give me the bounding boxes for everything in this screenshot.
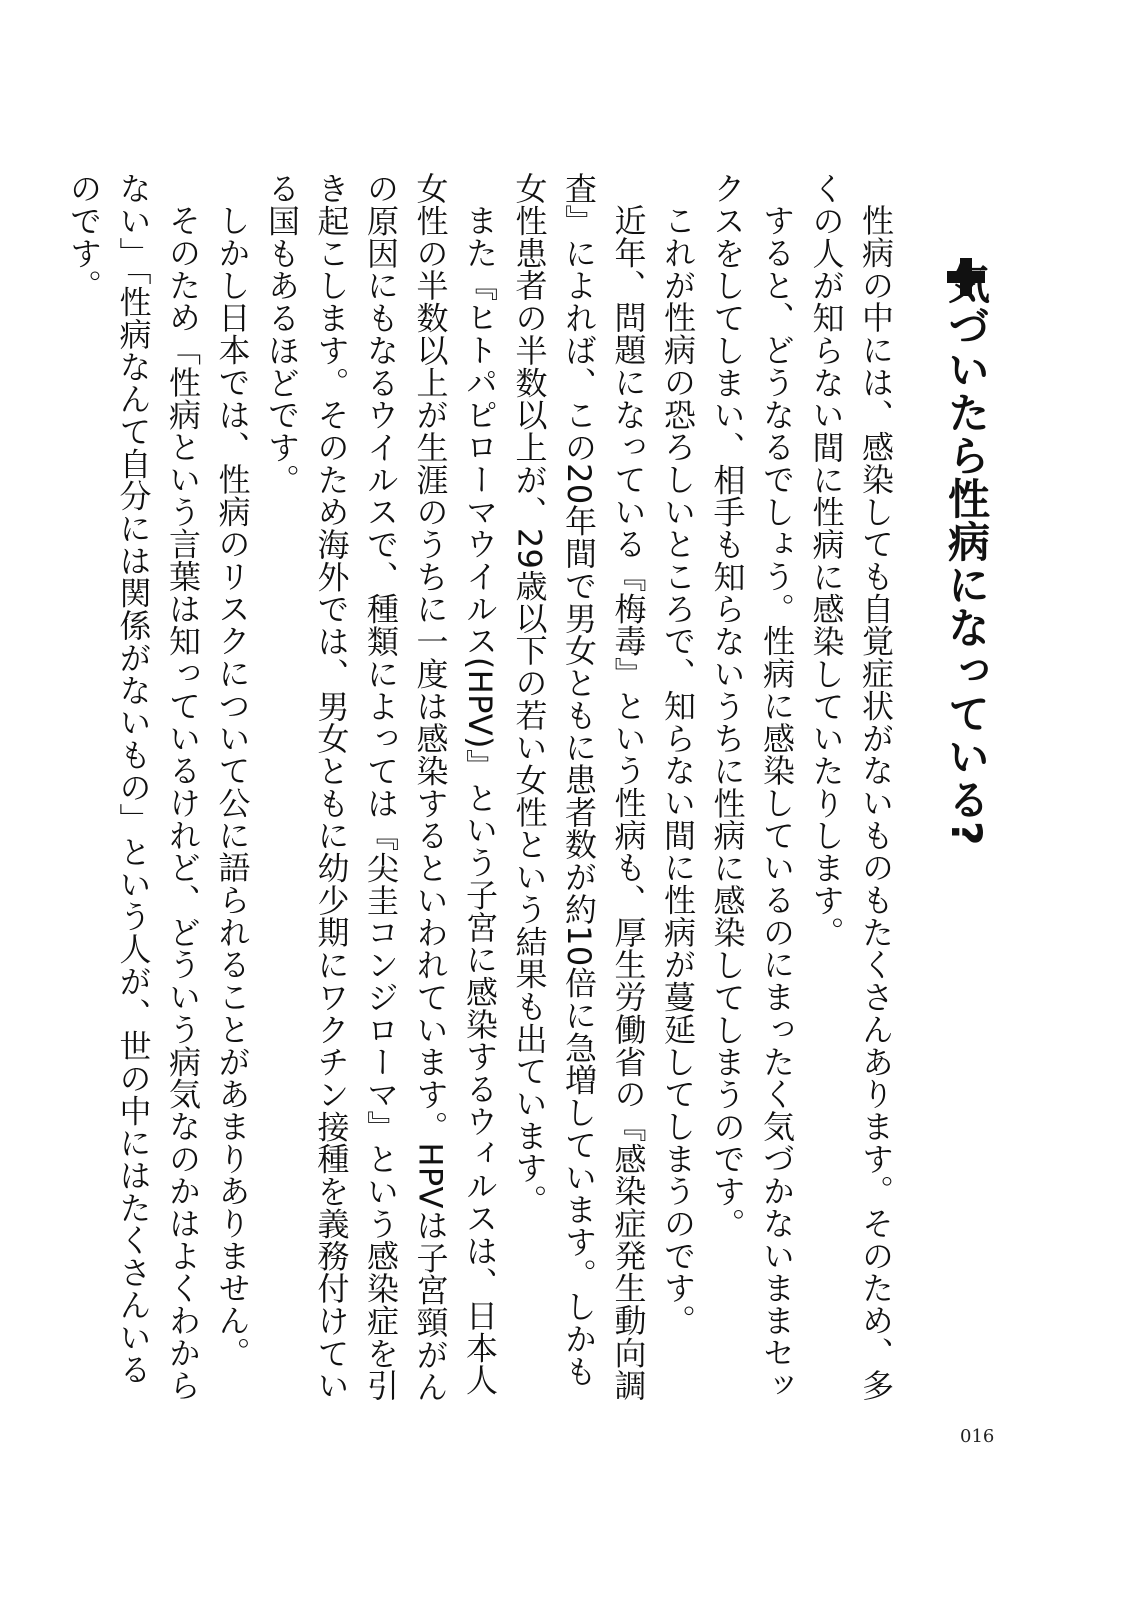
paragraph: 近年、問題になっている『梅毒』という性病も、厚生労働省の『感染症発生動向調査』によれば、この20年間で男女ともに患者数が約10倍に急増しています。しかも女性患者の半数以上が、29歳以下の若い女性という結果も出ています。	[510, 172, 648, 1401]
paragraph: しかし日本では、性病のリスクについて公に語られることがあまりありません。	[213, 204, 252, 1369]
paragraph: そのため「性病という言葉は知っているけれど、どういう病気なのかはよくわからない」「性病なんて自分には関係がないもの」という人が、世の中にはたくさんいるのです。	[65, 172, 202, 1401]
section-heading	[938, 258, 994, 847]
paragraph: これが性病の恐ろしいところで、知らない間に性病が蔓延してしまうのです。	[659, 204, 697, 1337]
section-heading-text: 気づいたら性病になっている?	[942, 262, 991, 847]
paragraph: すると、どうなるでしょう。性病に感染しているのにまったく気づかないままセックスをしてしまい、相手も知らないうちに性病に感染してしまうのです。	[708, 172, 796, 1401]
page-number: 016	[960, 1426, 995, 1447]
paragraph: 性病の中には、感染しても自覚症状がないものもたくさんあります。そのため、多くの人が知らない間に性病に感染していたりします。	[807, 172, 895, 1401]
paragraph: また『ヒトパピローマウイルス(HPV)』という子宮に感染するウィルスは、日本人女性の半数以上が生涯のうちに一度は感染するといわれています。HPVは子宮頸がんの原因にもなるウイルスで、種類によっては『尖圭コンジローマ』という感染症を引き起こします。そのため海外では、男女ともに幼少期にワクチン接種を義務付けている国もあるほどです。	[263, 172, 499, 1403]
body-text	[65, 172, 900, 1412]
